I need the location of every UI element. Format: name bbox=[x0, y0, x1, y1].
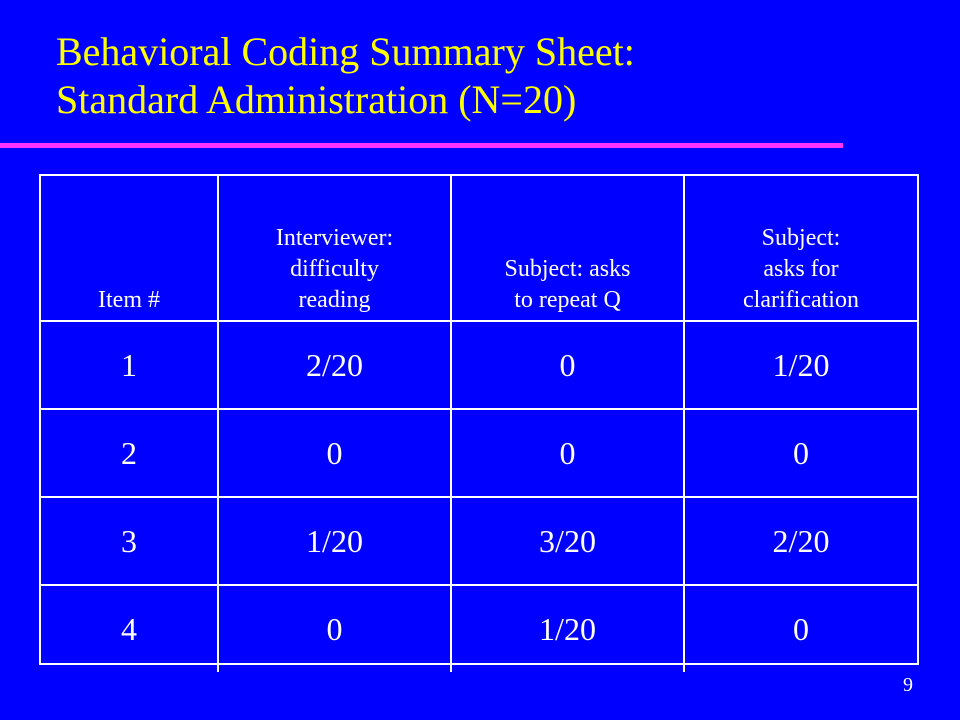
page-number: 9 bbox=[903, 674, 913, 696]
table-cell: 0 bbox=[451, 321, 684, 409]
header-line: Item # bbox=[98, 287, 160, 313]
header-item-number bbox=[41, 176, 218, 321]
behavioral-coding-table bbox=[41, 176, 917, 672]
summary-table-container bbox=[39, 174, 919, 665]
table-cell: 0 bbox=[451, 409, 684, 497]
table-cell: 3 bbox=[41, 497, 218, 585]
table-cell: 1/20 bbox=[684, 321, 917, 409]
table-cell: 0 bbox=[218, 585, 451, 672]
header-line: to repeat Q bbox=[514, 287, 621, 313]
header-subject-asks-clarification bbox=[684, 176, 917, 321]
table-cell: 1 bbox=[41, 321, 218, 409]
header-line: Subject: asks bbox=[504, 256, 631, 282]
header-line: reading bbox=[298, 287, 371, 313]
table-cell: 0 bbox=[218, 409, 451, 497]
header-line: Interviewer: bbox=[275, 225, 394, 251]
header-line: difficulty bbox=[290, 256, 379, 282]
table-cell: 2/20 bbox=[684, 497, 917, 585]
table-row bbox=[41, 585, 917, 672]
title-underline-rule bbox=[0, 143, 843, 148]
title-line-1: Behavioral Coding Summary Sheet: bbox=[56, 29, 635, 74]
table-cell: 4 bbox=[41, 585, 218, 672]
slide-title bbox=[56, 28, 916, 124]
table-row bbox=[41, 409, 917, 497]
table-cell: 0 bbox=[684, 585, 917, 672]
table-row bbox=[41, 497, 917, 585]
header-subject-asks-repeat bbox=[451, 176, 684, 321]
table-cell: 0 bbox=[684, 409, 917, 497]
table-row bbox=[41, 321, 917, 409]
table-cell: 2/20 bbox=[218, 321, 451, 409]
table-cell: 1/20 bbox=[218, 497, 451, 585]
table-cell: 2 bbox=[41, 409, 218, 497]
table-cell: 1/20 bbox=[451, 585, 684, 672]
table-cell: 3/20 bbox=[451, 497, 684, 585]
table-header-row bbox=[41, 176, 917, 321]
header-line: clarification bbox=[743, 287, 859, 313]
header-line: asks for bbox=[763, 256, 839, 282]
header-line: Subject: bbox=[761, 225, 841, 251]
title-line-2: Standard Administration (N=20) bbox=[56, 77, 577, 122]
header-interviewer-difficulty-reading bbox=[218, 176, 451, 321]
